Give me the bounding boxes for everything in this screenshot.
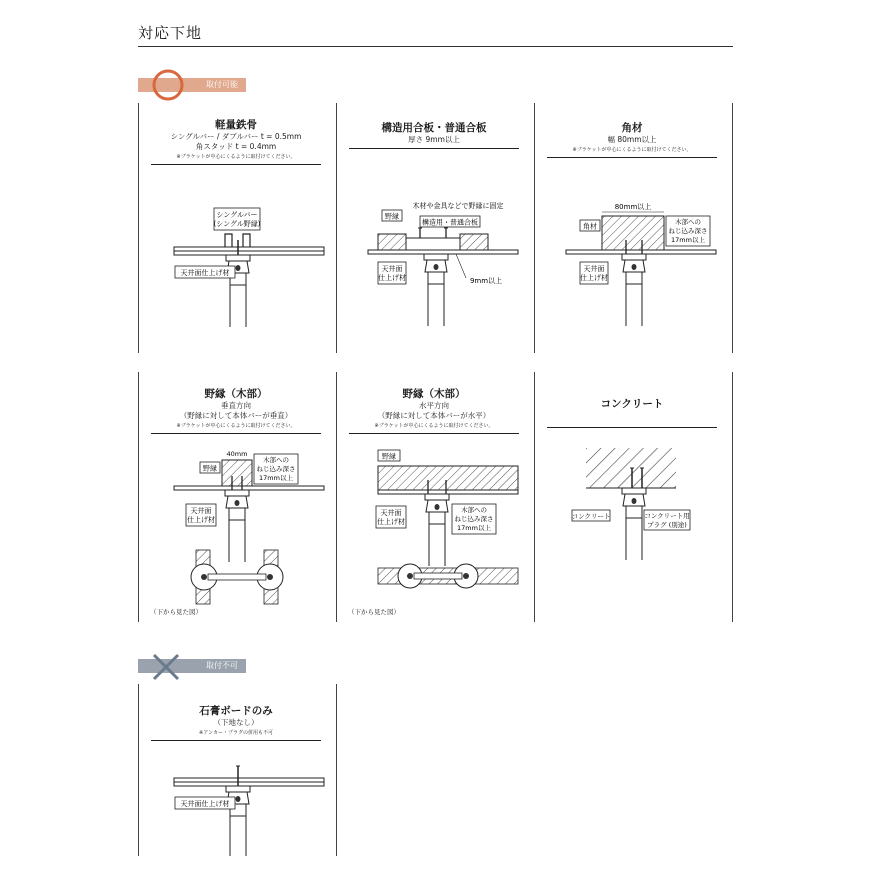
cell-nobuchi-vertical-header xyxy=(151,387,321,434)
cell-kakuzai-header xyxy=(547,121,717,158)
cell-title: コンクリート xyxy=(600,398,664,410)
status-ng-label: 取付不可 xyxy=(206,661,238,670)
label-finish: 仕上げ材 xyxy=(187,516,215,524)
cell-rule xyxy=(151,740,321,741)
cell-note: ※アンカー・プラグの併用も不可 xyxy=(199,730,273,736)
label-board: 構造用・普通合板 xyxy=(422,218,478,227)
cell-steel-header xyxy=(151,118,321,165)
column-divider xyxy=(732,372,733,622)
cell-gypsum-header xyxy=(151,704,321,741)
label-depth: ねじ込み深さ xyxy=(454,515,494,523)
cell-title: 石膏ボードのみ xyxy=(199,705,273,717)
cell-note: ※ブラケットが中心にくるように取付けてください。 xyxy=(374,423,494,429)
label-ceiling: 天井面 xyxy=(380,509,402,517)
cell-subtitle: 水平方向 xyxy=(419,401,449,410)
label-depth: 木部への xyxy=(675,218,701,226)
diagram-gypsum xyxy=(150,756,334,856)
label-nobuchi: 野縁 xyxy=(382,452,396,461)
cell-title: 角材 xyxy=(621,122,643,134)
cell-note: ※ブラケットが中心にくるように取付けてください。 xyxy=(176,423,296,429)
label-plug: コンクリート用 xyxy=(644,512,690,520)
label-depth: 17mm以上 xyxy=(457,524,491,532)
cell-title: 野縁（木部） xyxy=(402,388,466,400)
circle-ok-icon xyxy=(150,67,186,103)
cell-rule xyxy=(349,433,519,434)
label-depth: 17mm以上 xyxy=(671,236,705,244)
column-divider xyxy=(336,103,337,353)
cell-subtitle: シングルバー / ダブルバー t = 0.5mm xyxy=(170,132,302,141)
label-plug: プラグ (別途) xyxy=(647,521,687,529)
label-finish: 仕上げ材 xyxy=(377,518,405,526)
label-ceiling: 天井面 xyxy=(190,507,212,515)
cell-note: ※ブラケットが中心にくるように取付けてください。 xyxy=(572,147,692,153)
label-finish: 天井面仕上げ材 xyxy=(180,269,230,277)
cell-subtitle: （野縁に対して本体バーが垂直） xyxy=(179,411,293,420)
label-finish: 仕上げ材 xyxy=(378,274,406,282)
label-single-nobuchi: (シングル野縁) xyxy=(213,220,261,228)
column-divider xyxy=(138,103,139,353)
label-depth: ねじ込み深さ xyxy=(668,227,708,235)
status-ok-label: 取付可能 xyxy=(206,80,238,89)
label-depth: ねじ込み深さ xyxy=(256,465,296,473)
page-title: 対応下地 xyxy=(138,24,203,42)
cell-subtitle: （野縁に対して本体バーが水平） xyxy=(377,411,491,420)
label-fix: 木材や金具などで野縁に固定 xyxy=(412,202,504,210)
label-finish: 天井面仕上げ材 xyxy=(180,800,230,808)
column-divider xyxy=(336,372,337,622)
cell-note: ※ブラケットが中心にくるように取付けてください。 xyxy=(176,154,296,160)
title-divider xyxy=(138,46,733,47)
cell-title: 構造用合板・普通合板 xyxy=(381,122,487,134)
label-depth: 木部への xyxy=(461,506,487,514)
cell-rule xyxy=(547,157,717,158)
label-kakuzai: 角材 xyxy=(583,222,597,231)
cell-subtitle: 厚さ 9mm以上 xyxy=(408,135,460,144)
cell-rule xyxy=(151,164,321,165)
column-divider xyxy=(138,372,139,622)
cell-subtitle: 垂直方向 xyxy=(221,401,251,410)
column-divider xyxy=(336,684,337,856)
caption-bottom-view: （下から見た図） xyxy=(150,608,202,616)
diagram-concrete xyxy=(546,446,730,576)
caption-bottom-view: （下から見た図） xyxy=(348,608,400,616)
cross-ng-icon xyxy=(150,651,182,683)
diagram-kakuzai xyxy=(546,198,730,328)
column-divider xyxy=(534,103,535,353)
label-width: 40mm xyxy=(226,450,248,458)
cell-subtitle: （下地なし） xyxy=(213,718,259,727)
cell-subtitle: 幅 80mm以上 xyxy=(607,135,657,144)
column-divider xyxy=(732,103,733,353)
label-concrete: コンクリート xyxy=(571,512,611,521)
cell-title: 野縁（木部） xyxy=(204,388,268,400)
label-depth: 木部への xyxy=(263,456,289,464)
diagram-nobuchi-horizontal xyxy=(348,444,532,616)
cell-nobuchi-horizontal-header xyxy=(349,387,519,434)
label-nobuchi: 野縁 xyxy=(203,464,217,473)
label-ceiling: 天井面 xyxy=(381,265,403,273)
cell-rule xyxy=(151,433,321,434)
label-nobuchi: 野縁 xyxy=(385,212,399,221)
label-finish: 仕上げ材 xyxy=(580,274,608,282)
diagram-plywood xyxy=(348,198,532,328)
cell-title: 軽量鉄骨 xyxy=(215,119,257,131)
label-thickness: 9mm以上 xyxy=(469,277,503,285)
cell-concrete-header xyxy=(547,397,717,428)
diagram-nobuchi-vertical xyxy=(150,446,334,616)
diagram-steel xyxy=(150,200,330,330)
label-ceiling: 天井面 xyxy=(583,265,605,273)
cell-plywood-header xyxy=(349,121,519,149)
label-depth: 17mm以上 xyxy=(259,474,293,482)
label-single-bar: シングルバー xyxy=(216,211,258,219)
column-divider xyxy=(534,372,535,622)
column-divider xyxy=(138,684,139,856)
label-width: 80mm以上 xyxy=(614,203,652,211)
cell-rule xyxy=(349,148,519,149)
cell-rule xyxy=(547,427,717,428)
cell-subtitle: 角スタッド t = 0.4mm xyxy=(195,142,277,151)
